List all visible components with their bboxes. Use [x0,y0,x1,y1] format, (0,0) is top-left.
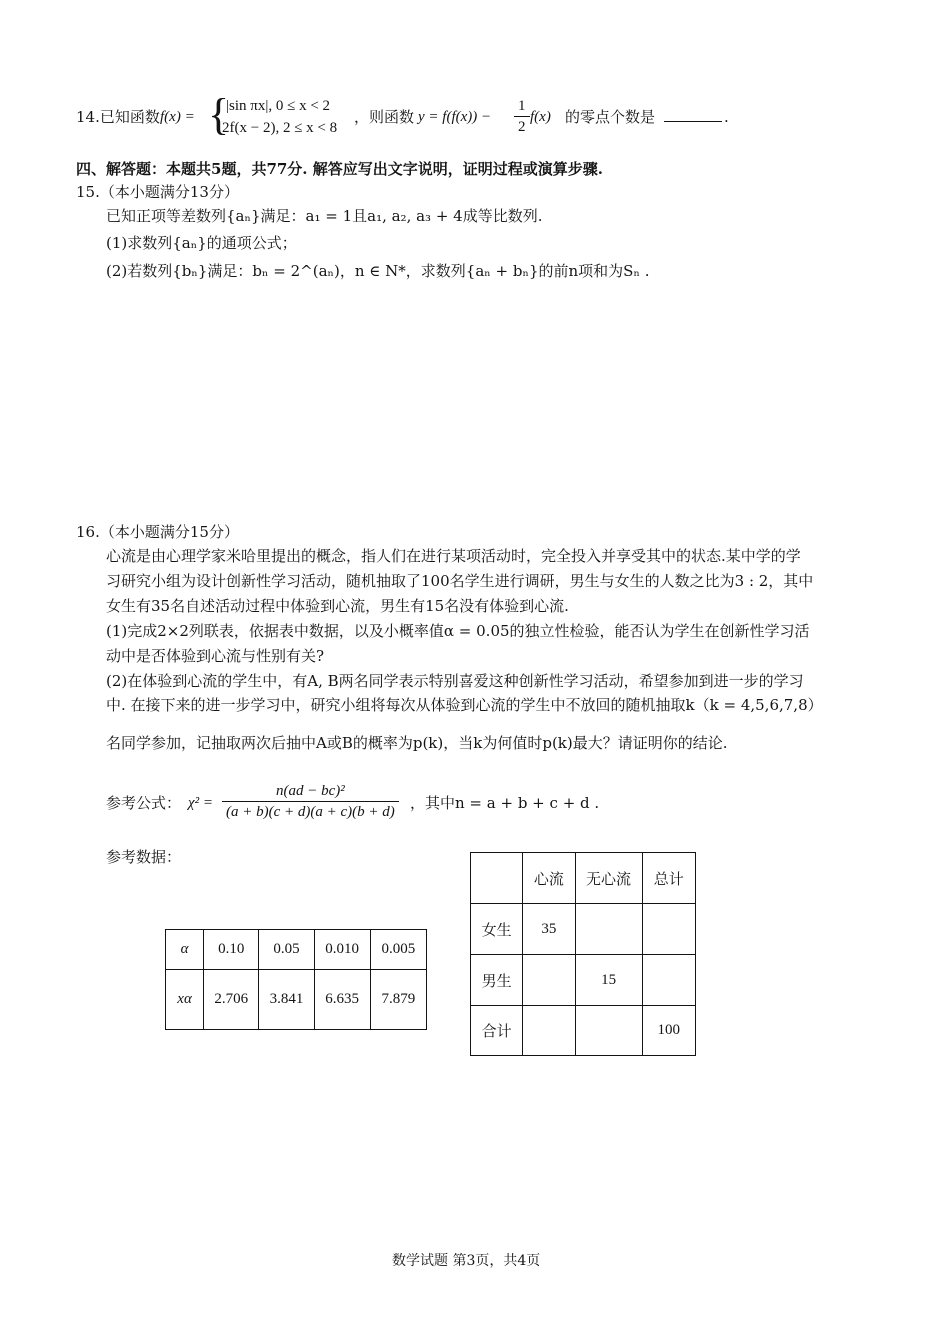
contingency-cell[interactable] [523,1006,575,1056]
contingency-cell[interactable] [575,1006,642,1056]
q14-suffix: 的零点个数是 [565,108,656,126]
q14-prefix: 14.已知函数 [76,108,160,126]
q16-part2-line1: (2)在体验到心流的学生中，有A, B两名同学表示特别喜爱这种创新性学习活动，希望参加到进一步的学习 [106,672,804,690]
q15-line1: 已知正项等差数列{aₙ}满足：a₁ = 1且a₁, a₂, a₃ + 4成等比数列. [106,207,543,225]
contingency-header-cell: 无心流 [575,853,642,904]
q16-title: 16.（本小题满分15分） [76,523,239,541]
contingency-cell[interactable] [642,904,695,955]
formula-chi: χ² = [188,795,213,811]
q14-half-fraction [514,96,530,137]
contingency-cell[interactable] [523,955,575,1006]
q14-mid: ，则函数 [354,108,415,126]
q16-part2-line3: 名同学参加，记抽取两次后抽中A或B的概率为p(k)，当k为何值时p(k)最大？请证明你的结论. [106,734,728,752]
formula-tail: ，其中n = a + b + c + d . [410,794,600,812]
q15-line2: (1)求数列{aₙ}的通项公式； [106,234,297,252]
q16-part1-line2: 动中是否体验到心流与性别有关? [106,647,325,665]
alpha-cell: 0.10 [204,930,259,970]
q16-part2-line2: 中. 在接下来的进一步学习中，研究小组将每次从体验到心流的学生中不放回的随机抽取k（k = 4,5,6,7,8） [106,696,823,714]
formula-label: 参考公式： [106,794,182,812]
q14-half-den: 2 [518,119,526,135]
x-alpha-cell: 7.879 [370,970,426,1030]
q14-brace: { [208,90,230,139]
section-4-header: 四、解答题：本题共5题，共77分. 解答应写出文字说明，证明过程或演算步骤. [76,160,603,178]
contingency-header-cell: 总计 [642,853,695,904]
contingency-cell[interactable] [575,904,642,955]
contingency-cell[interactable] [642,955,695,1006]
x-alpha-cell: 3.841 [259,970,314,1030]
q14-half-num: 1 [514,96,530,117]
contingency-cell[interactable]: 100 [642,1006,695,1056]
reference-data-label: 参考数据： [106,848,182,866]
q15-line3: (2)若数列{bₙ}满足：bₙ = 2^(aₙ)，n ∈ N*，求数列{aₙ + bₙ}的前n项和为Sₙ . [106,262,650,280]
alpha-cell: 0.010 [314,930,370,970]
q16-paragraph-line1: 心流是由心理学家米哈里提出的概念，指人们在进行某项活动时，完全投入并享受其中的状态.某中学的学 [106,547,801,565]
alpha-header-cell: α [166,930,204,970]
x-alpha-cell: 2.706 [204,970,259,1030]
contingency-row-label: 女生 [471,904,523,955]
q14-answer-blank[interactable] [664,106,722,128]
contingency-cell[interactable]: 35 [523,904,575,955]
contingency-row-label: 合计 [471,1006,523,1056]
q14-fx: f(x) = [160,109,195,125]
q14-case2: 2f(x − 2), 2 ≤ x < 8 [222,120,338,136]
contingency-header-cell [471,853,523,904]
alpha-cell: 0.005 [370,930,426,970]
contingency-row-label: 男生 [471,955,523,1006]
q14-fx2: f(x) [530,109,551,125]
formula-denominator: (a + b)(c + d)(a + c)(b + d) [226,804,395,820]
formula-numerator: n(ad − bc)² [222,781,399,802]
x-alpha-cell: 6.635 [314,970,370,1030]
q14-y-expr: y = f(f(x)) − [418,109,492,125]
contingency-table [470,852,696,1056]
page-footer: 数学试题 第3页，共4页 [392,1253,541,1269]
q14-end: . [724,108,729,126]
q16-paragraph-line2: 习研究小组为设计创新性学习活动，随机抽取了100名学生进行调研，男生与女生的人数之比为3 : 2，其中 [106,572,814,590]
formula-fraction [222,781,399,822]
alpha-critical-value-table [165,929,427,1030]
q14-case1: |sin πx|, 0 ≤ x < 2 [226,98,331,114]
q16-paragraph-line3: 女生有35名自述活动过程中体验到心流，男生有15名没有体验到心流. [106,597,569,615]
contingency-cell[interactable]: 15 [575,955,642,1006]
q15-title: 15.（本小题满分13分） [76,183,239,201]
contingency-header-cell: 心流 [523,853,575,904]
x-alpha-header-cell: xα [166,970,204,1030]
q16-part1-line1: (1)完成2×2列联表，依据表中数据，以及小概率值α = 0.05的独立性检验，能否认为学生在创新性学习活 [106,622,810,640]
alpha-cell: 0.05 [259,930,314,970]
